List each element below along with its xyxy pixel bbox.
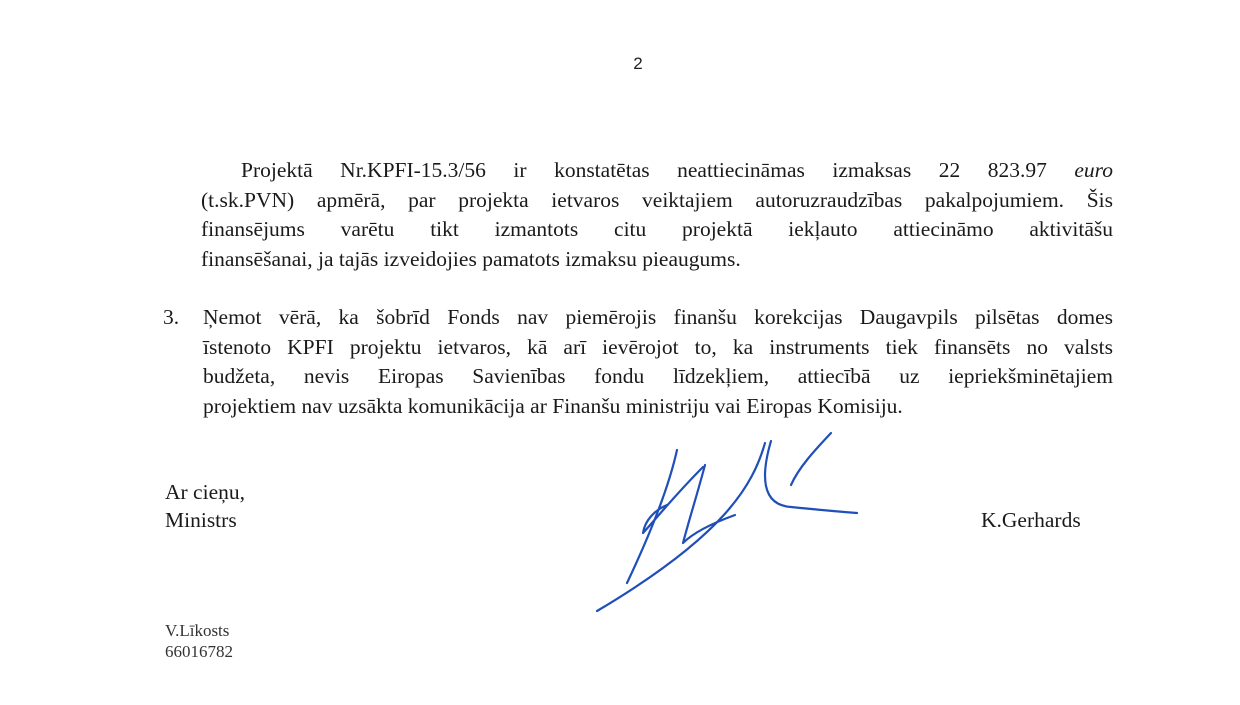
paragraph-line-3: finansējums varētu tikt izmantots citu projektā iekļauto attiecināmo aktivitāšu [201, 217, 1113, 242]
currency-euro: euro [1074, 158, 1113, 182]
paragraph-line-2: (t.sk.PVN) apmērā, par projekta ietvaros veiktajiem autoruzraudzības pakalpojumiem. Šis [201, 187, 1113, 212]
page-number: 2 [633, 54, 643, 73]
author-name: V.Līkosts [165, 621, 230, 640]
paragraph-line-1: Projektā Nr.KPFI-15.3/56 ir konstatētas neattiecināmas izmaksas 22 823.97 euro [241, 158, 1113, 182]
paragraph-kpfi-15-3-56 [201, 156, 1113, 274]
salutation: Ar cieņu, [165, 480, 245, 504]
item-number: 3. [163, 305, 180, 329]
item-3-line-3: budžeta, nevis Eiropas Savienības fondu līdzekļiem, attiecībā uz iepriekšminētajiem [203, 364, 1113, 389]
item-3-body [203, 303, 1113, 421]
item-3-line-4: projektiem nav uzsākta komunikācija ar Finanšu ministriju vai Eiropas Komisiju. [203, 393, 903, 418]
signer-name: K.Gerhards [981, 508, 1081, 532]
author-block [165, 620, 233, 662]
author-phone: 66016782 [165, 642, 233, 661]
signer-title: Ministrs [165, 508, 237, 532]
handwritten-signature [585, 415, 875, 620]
paragraph-line-4: finansēšanai, ja tajās izveidojies pamatots izmaksu pieaugums. [201, 246, 741, 271]
item-3-line-2: īstenoto KPFI projektu ietvaros, kā arī ievērojot to, ka instruments tiek finansēts no valsts [203, 334, 1113, 359]
item-3-line-1: Ņemot vērā, ka šobrīd Fonds nav piemērojis finanšu korekcijas Daugavpils pilsētas domes [203, 305, 1113, 329]
closing-block [165, 478, 245, 534]
